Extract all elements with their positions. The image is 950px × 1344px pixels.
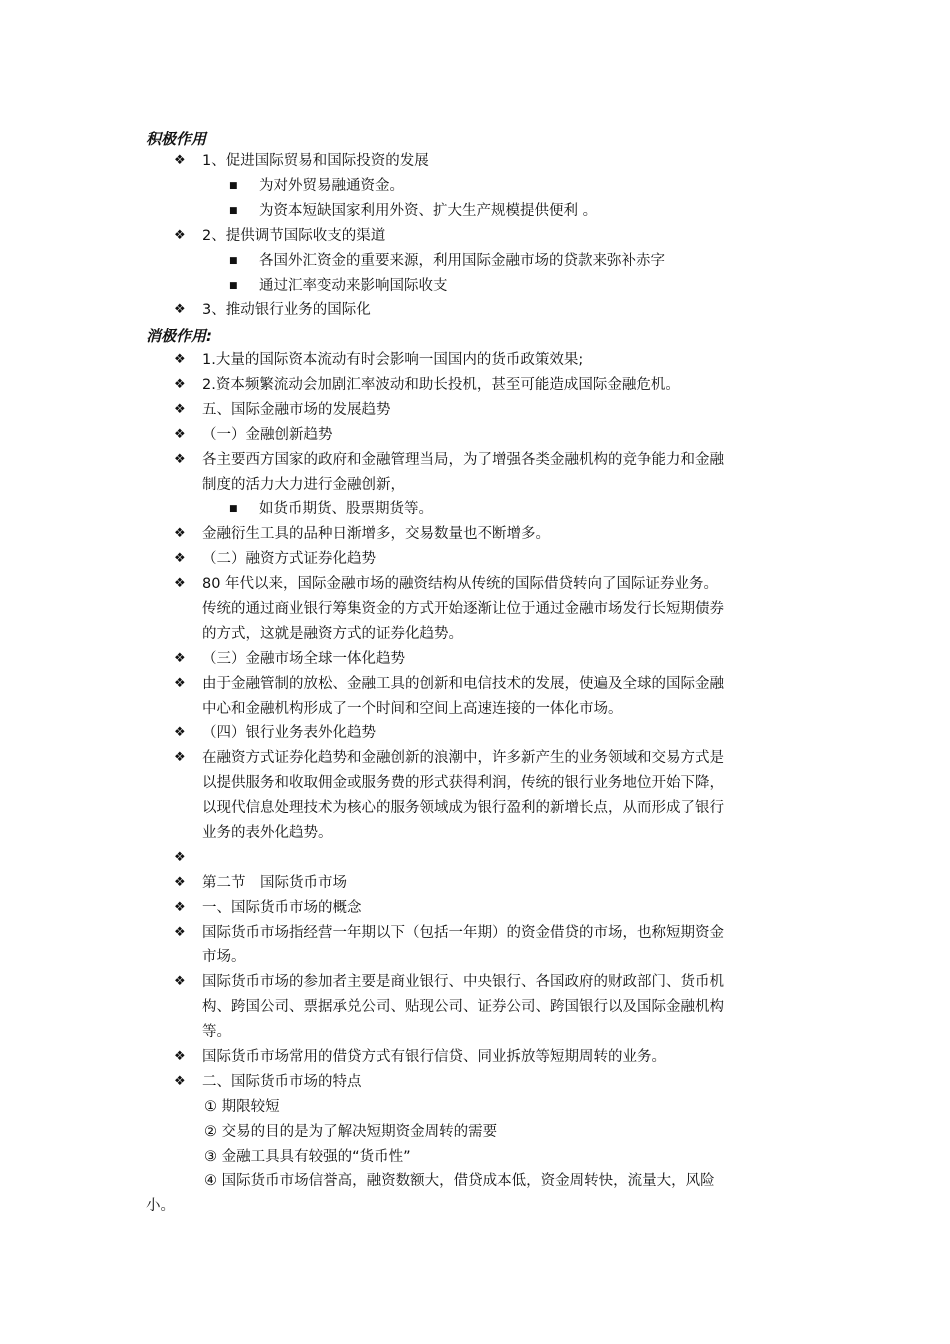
square-bullet-icon: ■ [229,256,238,266]
diamond-bullet-icon: ❖ [174,452,186,467]
sub-list-item: 如货币期货、股票期货等。 [259,501,433,517]
sub-list-item: 为对外贸易融通资金。 [259,178,404,194]
list-item: 国际货币市场常用的借贷方式有银行信贷、同业拆放等短期周转的业务。 [202,1049,666,1065]
diamond-bullet-icon: ❖ [174,153,186,168]
list-item: 2.资本频繁流动会加剧汇率波动和助长投机，甚至可能造成国际金融危机。 [202,377,680,393]
diamond-bullet-icon: ❖ [174,676,186,691]
list-item: （四）银行业务表外化趋势 [202,725,376,741]
diamond-bullet-icon: ❖ [174,651,186,666]
list-item-continuation: 以现代信息处理技术为核心的服务领域成为银行盈利的新增长点，从而形成了银行 [202,800,724,816]
diamond-bullet-icon: ❖ [174,576,186,591]
sub-list-item: 通过汇率变动来影响国际收支 [259,278,448,294]
sub-list-item: 为资本短缺国家利用外资、扩大生产规模提供便利 。 [259,203,598,219]
diamond-bullet-icon: ❖ [174,750,186,765]
section-title: 第二节 国际货币市场 [202,875,347,891]
list-item: （三）金融市场全球一体化趋势 [202,651,405,667]
list-item: 国际货币市场的参加者主要是商业银行、中央银行、各国政府的财政部门、货币机 [202,974,724,990]
diamond-bullet-icon: ❖ [174,526,186,541]
list-item: 在融资方式证券化趋势和金融创新的浪潮中，许多新产生的业务领域和交易方式是 [202,750,724,766]
list-item: （二）融资方式证券化趋势 [202,551,376,567]
diamond-bullet-icon: ❖ [174,974,186,989]
list-item-continuation: 业务的表外化趋势。 [202,825,333,841]
sub-list-item: 各国外汇资金的重要来源，利用国际金融市场的贷款来弥补赤字 [259,253,665,269]
feature-item: ③ 金融工具具有较强的“货币性” [204,1149,411,1165]
list-item-continuation: 等。 [202,1024,231,1040]
diamond-bullet-icon: ❖ [174,551,186,566]
square-bullet-icon: ■ [229,504,238,514]
diamond-bullet-icon: ❖ [174,228,186,243]
negative-effects-heading: 消极作用: [146,327,212,345]
list-item: 各主要西方国家的政府和金融管理当局，为了增强各类金融机构的竞争能力和金融 [202,452,724,468]
list-item: 1、促进国际贸易和国际投资的发展 [202,153,429,169]
list-item: 3、推动银行业务的国际化 [202,302,371,318]
square-bullet-icon: ■ [229,181,238,191]
positive-effects-heading: 积极作用 [146,130,207,148]
diamond-bullet-icon: ❖ [174,377,186,392]
list-item: （一）金融创新趋势 [202,427,333,443]
feature-item: ② 交易的目的是为了解决短期资金周转的需要 [204,1124,498,1140]
list-item-continuation: 以提供服务和收取佣金或服务费的形式获得利润，传统的银行业务地位开始下降， [202,775,724,791]
diamond-bullet-icon: ❖ [174,427,186,442]
list-item-continuation: 市场。 [202,949,246,965]
list-item: 五、国际金融市场的发展趋势 [202,402,391,418]
list-item: 二、国际货币市场的特点 [202,1074,362,1090]
diamond-bullet-icon: ❖ [174,925,186,940]
list-item: 金融衍生工具的品种日渐增多，交易数量也不断增多。 [202,526,550,542]
diamond-bullet-icon: ❖ [174,352,186,367]
list-item-continuation: 的方式，这就是融资方式的证券化趋势。 [202,626,463,642]
list-item: 1.大量的国际资本流动有时会影响一国国内的货币政策效果; [202,352,584,368]
feature-item-continuation: 小。 [146,1198,175,1214]
square-bullet-icon: ■ [229,281,238,291]
diamond-bullet-icon: ❖ [174,850,186,865]
list-item: 由于金融管制的放松、金融工具的创新和电信技术的发展，使遍及全球的国际金融 [202,676,724,692]
diamond-bullet-icon: ❖ [174,725,186,740]
feature-item: ① 期限较短 [204,1099,280,1115]
diamond-bullet-icon: ❖ [174,402,186,417]
list-item-continuation: 中心和金融机构形成了一个时间和空间上高速连接的一体化市场。 [202,701,623,717]
square-bullet-icon: ■ [229,206,238,216]
list-item: 一、国际货币市场的概念 [202,900,362,916]
diamond-bullet-icon: ❖ [174,1049,186,1064]
list-item-continuation: 制度的活力大力进行金融创新， [202,477,405,493]
diamond-bullet-icon: ❖ [174,1074,186,1089]
diamond-bullet-icon: ❖ [174,302,186,317]
diamond-bullet-icon: ❖ [174,875,186,890]
list-item: 国际货币市场指经营一年期以下（包括一年期）的资金借贷的市场，也称短期资金 [202,925,724,941]
list-item-continuation: 构、跨国公司、票据承兑公司、贴现公司、证券公司、跨国银行以及国际金融机构 [202,999,724,1015]
list-item: 2、提供调节国际收支的渠道 [202,228,386,244]
diamond-bullet-icon: ❖ [174,900,186,915]
list-item: 80 年代以来，国际金融市场的融资结构从传统的国际借贷转向了国际证券业务。 [202,576,719,592]
feature-item: ④ 国际货币市场信誉高，融资数额大，借贷成本低，资金周转快，流量大，风险 [204,1173,715,1189]
list-item-continuation: 传统的通过商业银行筹集资金的方式开始逐渐让位于通过金融市场发行长短期债券 [202,601,724,617]
